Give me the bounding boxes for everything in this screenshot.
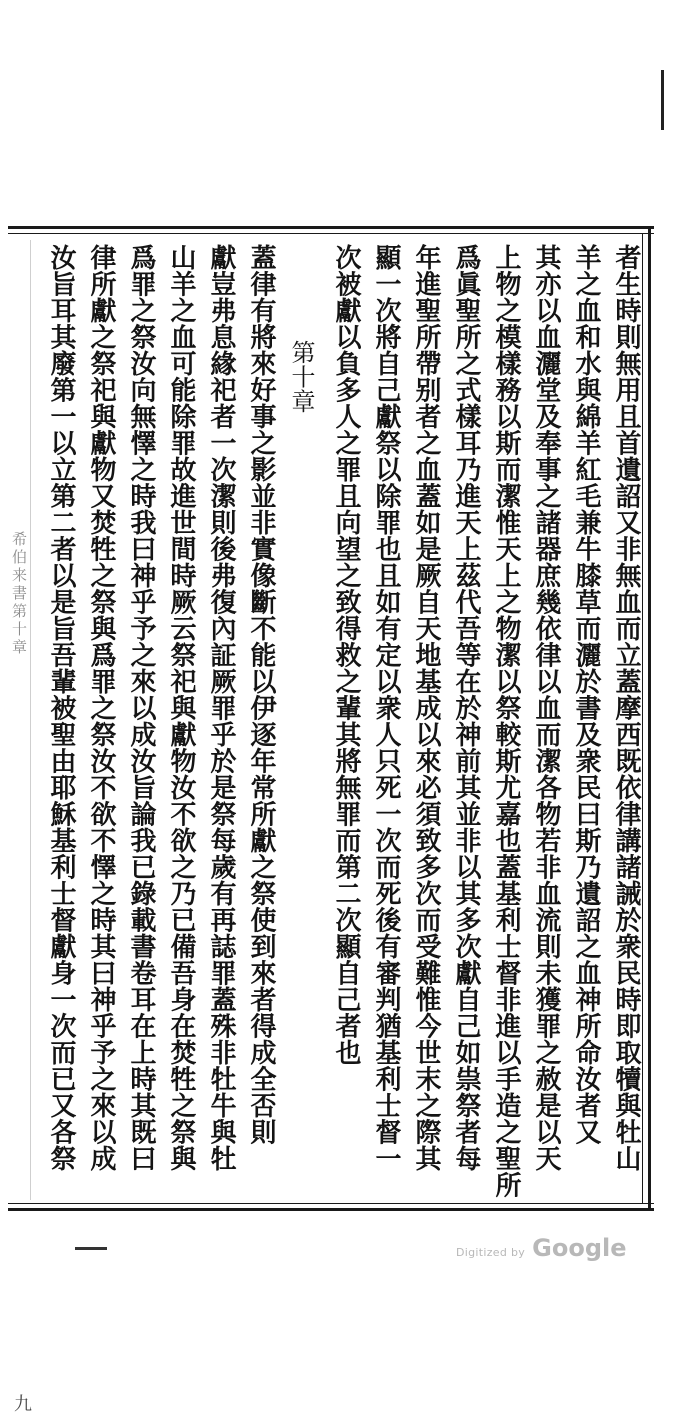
gutter-title: 希伯来書第十章 — [12, 530, 28, 656]
text-column: 山羊之血可能除罪故進世間時厥云祭祀與獻物汝不欲之乃已備吾身在焚牲之祭與 — [166, 244, 196, 1172]
text-column: 律所獻之祭祀與獻物又焚牲之祭與爲罪之祭汝不欲不懌之時其曰神乎予之來以成 — [86, 244, 116, 1172]
frame-top-inner-rule — [8, 233, 654, 234]
page-gutter — [4, 240, 32, 1415]
text-column: 爲眞聖所之式樣耳乃進天上茲代吾等在於神前其並非以其多次獻自己如祟祭者每 — [451, 244, 481, 1172]
text-column: 次被獻以負多人之罪且向望之致得救之輩其將無罪而第二次顯自己者也 — [331, 244, 361, 1066]
text-column: 獻豈弗息緣祀者一次潔則後弗復內証厥罪乎於是祭每歲有再誌罪蓋殊非牡牛與牡 — [206, 244, 236, 1172]
frame-bottom-rule — [8, 1208, 654, 1211]
watermark-prefix: Digitized by — [456, 1246, 526, 1259]
text-column: 上物之模樣務以斯而潔惟天上之物潔以祭較斯尤嘉也蓋基利士督非進以手造之聖所 — [491, 244, 521, 1198]
google-logo-text: Google — [532, 1234, 627, 1262]
stray-mark — [661, 70, 664, 130]
gutter-divider — [30, 240, 31, 1200]
stray-dash — [75, 1247, 107, 1250]
text-column: 者生時則無用且首遺詔又非無血而立蓋摩西既依律講諸誡於衆民時即取犢與牡山 — [611, 244, 641, 1172]
digitized-watermark — [456, 1234, 627, 1262]
frame-right-rule — [648, 226, 651, 1211]
text-column: 爲罪之祭汝向無懌之時我曰神乎予之來以成汝旨論我已錄載書卷耳在上時其既曰 — [126, 244, 156, 1172]
frame-right-inner-rule — [642, 233, 643, 1204]
text-column: 顯一次將自己獻祭以除罪也且如有定以衆人只死一次而死後有審判猶基利士督一 — [371, 244, 401, 1172]
text-column: 汝旨耳其廢第一以立第二者以是旨吾輩被聖由耶穌基利士督獻身一次而已又各祭 — [46, 244, 76, 1172]
text-column: 年進聖所帶别者之血蓋如是厥自天地基成以來必須致多次而受難惟今世末之際其 — [411, 244, 441, 1172]
frame-top-rule — [8, 226, 654, 229]
page-number: 九 — [14, 1394, 32, 1415]
text-column: 其亦以血灑堂及奉事之諸器庶幾依律以血而潔各物若非血流則未獲罪之赦是以天 — [531, 244, 561, 1172]
frame-bottom-inner-rule — [8, 1203, 654, 1204]
chapter-heading: 第十章 — [287, 340, 315, 414]
text-column: 蓋律有將來好事之影並非實像斷不能以伊逐年常所獻之祭使到來者得成全否則 — [246, 244, 276, 1145]
text-column: 羊之血和水與綿羊紅毛兼牛膝草而灑於書及衆民曰斯乃遺詔之血神所命汝者又 — [571, 244, 601, 1145]
